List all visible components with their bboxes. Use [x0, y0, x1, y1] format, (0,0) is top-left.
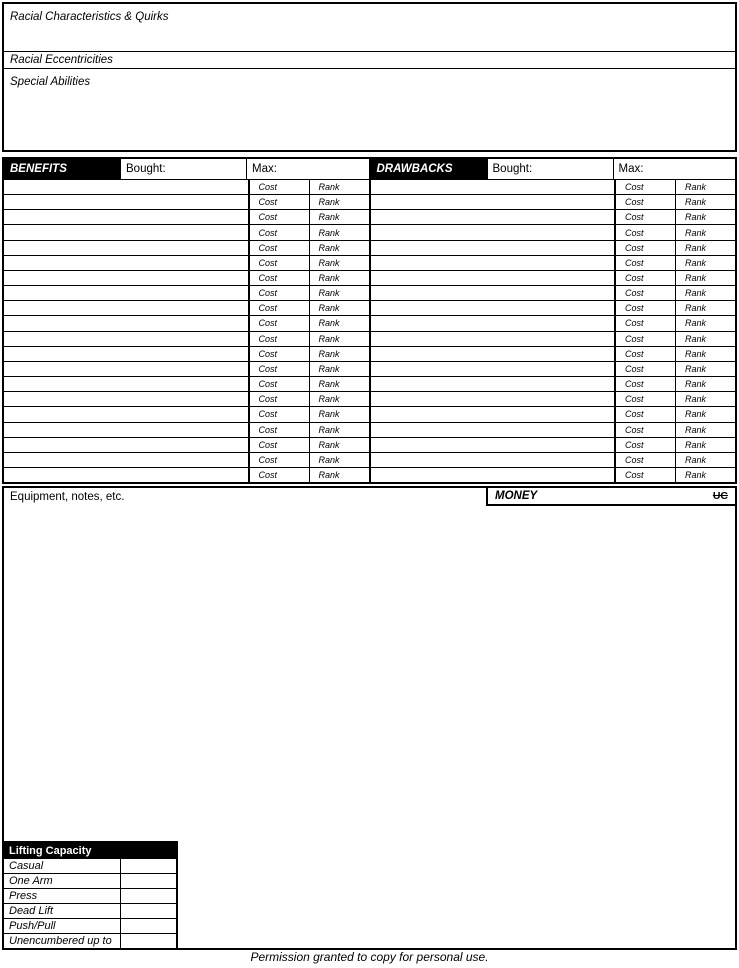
- benefit-row: [4, 467, 369, 482]
- drawback-row: [371, 376, 736, 391]
- cost-label: Cost: [258, 348, 278, 359]
- rank-label: Rank: [318, 242, 340, 253]
- drawback-row: [371, 452, 736, 467]
- lifting-row-value-field[interactable]: [120, 934, 176, 948]
- benefit-row: [4, 391, 369, 406]
- benefit-cost-field[interactable]: [248, 256, 309, 270]
- drawbacks-column: [369, 159, 736, 482]
- lifting-row-value-field[interactable]: [120, 904, 176, 918]
- cost-label: Cost: [625, 439, 644, 450]
- benefit-row: [4, 437, 369, 452]
- lifting-capacity-row: [4, 888, 176, 903]
- benefit-cost-field[interactable]: [248, 347, 309, 361]
- drawback-cost-field[interactable]: [614, 468, 675, 482]
- racial-characteristics-label: Racial Characteristics & Quirks: [10, 11, 169, 23]
- drawback-row: [371, 331, 736, 346]
- benefit-row: [4, 224, 369, 239]
- benefit-cost-field[interactable]: [248, 453, 309, 467]
- drawback-cost-field[interactable]: [614, 377, 675, 391]
- drawback-cost-field[interactable]: [614, 286, 675, 300]
- lifting-capacity-row: [4, 873, 176, 888]
- drawback-cost-field[interactable]: [614, 423, 675, 437]
- rank-label: Rank: [318, 454, 340, 465]
- cost-label: Cost: [625, 257, 644, 268]
- rank-label: Rank: [685, 394, 707, 405]
- cost-label: Cost: [258, 303, 278, 314]
- benefit-name-field[interactable]: [4, 256, 248, 270]
- drawback-name-field[interactable]: [371, 438, 615, 452]
- benefit-row: [4, 315, 369, 330]
- cost-label: Cost: [625, 273, 644, 284]
- cost-label: Cost: [625, 454, 644, 465]
- benefit-cost-field[interactable]: [248, 392, 309, 406]
- rank-label: Rank: [318, 424, 340, 435]
- drawback-row: [371, 270, 736, 285]
- special-abilities-field[interactable]: [4, 69, 735, 150]
- drawback-name-field[interactable]: [371, 316, 615, 330]
- drawback-name-field[interactable]: [371, 301, 615, 315]
- rank-label: Rank: [685, 439, 707, 450]
- drawback-rank-field[interactable]: [675, 347, 735, 361]
- benefits-max-cell: [247, 159, 369, 179]
- benefit-rank-field[interactable]: [309, 180, 369, 194]
- drawback-row: [371, 437, 736, 452]
- racial-section: [2, 2, 737, 152]
- drawback-cost-field[interactable]: [614, 271, 675, 285]
- drawback-name-field[interactable]: [371, 407, 615, 421]
- cost-label: Cost: [625, 242, 644, 253]
- cost-label: Cost: [258, 424, 278, 435]
- benefits-bought-label: Bought:: [126, 163, 166, 175]
- benefit-name-field[interactable]: [4, 407, 248, 421]
- benefit-cost-field[interactable]: [248, 241, 309, 255]
- drawback-rank-field[interactable]: [675, 377, 735, 391]
- rank-label: Rank: [318, 227, 340, 238]
- racial-eccentricities-field[interactable]: [4, 52, 735, 69]
- benefit-cost-field[interactable]: [248, 210, 309, 224]
- lifting-row-label: Casual: [9, 860, 44, 872]
- drawback-name-field[interactable]: [371, 256, 615, 270]
- drawback-cost-field[interactable]: [614, 241, 675, 255]
- benefit-name-field[interactable]: [4, 438, 248, 452]
- rank-label: Rank: [318, 212, 340, 223]
- benefit-rank-field[interactable]: [309, 195, 369, 209]
- lifting-capacity-row: [4, 859, 176, 873]
- racial-characteristics-field[interactable]: [4, 4, 735, 52]
- drawbacks-max-label: Max:: [618, 163, 644, 175]
- cost-label: Cost: [258, 318, 278, 329]
- lifting-row-value-field[interactable]: [120, 874, 176, 888]
- benefit-rank-field[interactable]: [309, 286, 369, 300]
- drawbacks-rows: [371, 179, 736, 482]
- drawback-rank-field[interactable]: [675, 195, 735, 209]
- rank-label: Rank: [318, 470, 340, 481]
- cost-label: Cost: [625, 424, 644, 435]
- rank-label: Rank: [318, 197, 340, 208]
- benefit-rank-field[interactable]: [309, 301, 369, 315]
- drawback-name-field[interactable]: [371, 241, 615, 255]
- benefit-name-field[interactable]: [4, 468, 248, 482]
- drawback-rank-field[interactable]: [675, 241, 735, 255]
- benefit-rank-field[interactable]: [309, 256, 369, 270]
- benefit-row: [4, 346, 369, 361]
- drawback-cost-field[interactable]: [614, 256, 675, 270]
- benefit-cost-field[interactable]: [248, 362, 309, 376]
- benefit-name-field[interactable]: [4, 347, 248, 361]
- drawbacks-title: DRAWBACKS: [371, 159, 488, 179]
- drawback-cost-field[interactable]: [614, 316, 675, 330]
- cost-label: Cost: [258, 394, 278, 405]
- cost-label: Cost: [258, 257, 278, 268]
- drawback-cost-field[interactable]: [614, 438, 675, 452]
- rank-label: Rank: [685, 454, 707, 465]
- drawback-row: [371, 255, 736, 270]
- money-title: MONEY: [495, 490, 538, 502]
- rank-label: Rank: [685, 227, 707, 238]
- drawback-row: [371, 361, 736, 376]
- drawback-row: [371, 209, 736, 224]
- benefit-rank-field[interactable]: [309, 210, 369, 224]
- cost-label: Cost: [258, 288, 278, 299]
- drawback-cost-field[interactable]: [614, 407, 675, 421]
- drawback-rank-field[interactable]: [675, 423, 735, 437]
- benefit-cost-field[interactable]: [248, 271, 309, 285]
- benefit-cost-field[interactable]: [248, 423, 309, 437]
- drawback-row: [371, 406, 736, 421]
- lifting-row-label: Push/Pull: [9, 920, 56, 932]
- benefit-rank-field[interactable]: [309, 225, 369, 239]
- benefit-row: [4, 406, 369, 421]
- drawback-cost-field[interactable]: [614, 210, 675, 224]
- drawback-name-field[interactable]: [371, 347, 615, 361]
- cost-label: Cost: [625, 333, 644, 344]
- drawback-rank-field[interactable]: [675, 286, 735, 300]
- drawbacks-bought-cell: [488, 159, 614, 179]
- benefit-row: [4, 285, 369, 300]
- benefit-name-field[interactable]: [4, 225, 248, 239]
- benefit-name-field[interactable]: [4, 301, 248, 315]
- lifting-row-label: Press: [9, 890, 38, 902]
- rank-label: Rank: [685, 379, 707, 390]
- benefit-cost-field[interactable]: [248, 468, 309, 482]
- rank-label: Rank: [318, 257, 340, 268]
- benefit-row: [4, 179, 369, 194]
- benefit-name-field[interactable]: [4, 392, 248, 406]
- benefit-cost-field[interactable]: [248, 286, 309, 300]
- drawback-cost-field[interactable]: [614, 392, 675, 406]
- benefit-cost-field[interactable]: [248, 407, 309, 421]
- rank-label: Rank: [685, 348, 707, 359]
- drawback-row: [371, 467, 736, 482]
- drawback-cost-field[interactable]: [614, 347, 675, 361]
- cost-label: Cost: [625, 470, 644, 481]
- benefit-cost-field[interactable]: [248, 180, 309, 194]
- drawback-rank-field[interactable]: [675, 438, 735, 452]
- drawback-row: [371, 422, 736, 437]
- drawback-rank-field[interactable]: [675, 392, 735, 406]
- drawback-name-field[interactable]: [371, 468, 615, 482]
- drawback-row: [371, 179, 736, 194]
- benefits-max-field[interactable]: [277, 159, 369, 179]
- drawback-name-field[interactable]: [371, 210, 615, 224]
- drawback-row: [371, 346, 736, 361]
- rank-label: Rank: [318, 288, 340, 299]
- cost-label: Cost: [258, 439, 278, 450]
- benefits-max-label: Max:: [252, 163, 277, 175]
- cost-label: Cost: [258, 227, 278, 238]
- benefit-rank-field[interactable]: [309, 392, 369, 406]
- rank-label: Rank: [685, 303, 707, 314]
- equipment-section: [2, 486, 737, 950]
- drawbacks-bought-field[interactable]: [532, 159, 612, 179]
- drawback-cost-field[interactable]: [614, 453, 675, 467]
- benefit-row: [4, 240, 369, 255]
- lifting-row-value-field[interactable]: [120, 919, 176, 933]
- benefit-name-field[interactable]: [4, 241, 248, 255]
- lifting-row-label: One Arm: [9, 875, 53, 887]
- rank-label: Rank: [318, 379, 340, 390]
- drawbacks-max-cell: [614, 159, 736, 179]
- cost-label: Cost: [258, 197, 278, 208]
- rank-label: Rank: [318, 318, 340, 329]
- benefit-cost-field[interactable]: [248, 301, 309, 315]
- cost-label: Cost: [625, 197, 644, 208]
- drawback-rank-field[interactable]: [675, 468, 735, 482]
- rank-label: Rank: [318, 182, 340, 193]
- drawback-name-field[interactable]: [371, 225, 615, 239]
- benefit-name-field[interactable]: [4, 453, 248, 467]
- benefit-rank-field[interactable]: [309, 423, 369, 437]
- cost-label: Cost: [258, 212, 278, 223]
- benefit-name-field[interactable]: [4, 362, 248, 376]
- benefit-rank-field[interactable]: [309, 468, 369, 482]
- drawback-name-field[interactable]: [371, 195, 615, 209]
- benefit-rank-field[interactable]: [309, 316, 369, 330]
- benefit-row: [4, 270, 369, 285]
- rank-label: Rank: [318, 394, 340, 405]
- benefit-name-field[interactable]: [4, 286, 248, 300]
- benefit-rank-field[interactable]: [309, 407, 369, 421]
- lifting-capacity-row: [4, 903, 176, 918]
- benefit-row: [4, 300, 369, 315]
- lifting-row-value-field[interactable]: [120, 889, 176, 903]
- drawback-cost-field[interactable]: [614, 225, 675, 239]
- cost-label: Cost: [625, 182, 644, 193]
- benefit-row: [4, 361, 369, 376]
- drawback-rank-field[interactable]: [675, 271, 735, 285]
- cost-label: Cost: [625, 227, 644, 238]
- benefit-cost-field[interactable]: [248, 377, 309, 391]
- cost-label: Cost: [625, 379, 644, 390]
- cost-label: Cost: [258, 273, 278, 284]
- drawback-name-field[interactable]: [371, 392, 615, 406]
- benefits-title: BENEFITS: [4, 159, 121, 179]
- cost-label: Cost: [625, 363, 644, 374]
- drawback-rank-field[interactable]: [675, 180, 735, 194]
- benefit-row: [4, 376, 369, 391]
- benefit-name-field[interactable]: [4, 377, 248, 391]
- drawback-row: [371, 315, 736, 330]
- drawback-name-field[interactable]: [371, 332, 615, 346]
- benefit-cost-field[interactable]: [248, 225, 309, 239]
- lifting-capacity-title: Lifting Capacity: [4, 843, 176, 859]
- drawback-row: [371, 240, 736, 255]
- rank-label: Rank: [685, 409, 707, 420]
- rank-label: Rank: [318, 333, 340, 344]
- drawback-name-field[interactable]: [371, 377, 615, 391]
- benefit-rank-field[interactable]: [309, 453, 369, 467]
- rank-label: Rank: [318, 439, 340, 450]
- drawback-cost-field[interactable]: [614, 301, 675, 315]
- drawback-rank-field[interactable]: [675, 453, 735, 467]
- drawbacks-header-row: [371, 159, 736, 179]
- rank-label: Rank: [685, 288, 707, 299]
- drawback-rank-field[interactable]: [675, 301, 735, 315]
- benefit-row: [4, 255, 369, 270]
- benefits-rows: [4, 179, 369, 482]
- rank-label: Rank: [318, 273, 340, 284]
- benefit-name-field[interactable]: [4, 316, 248, 330]
- benefit-name-field[interactable]: [4, 423, 248, 437]
- benefits-column: [4, 159, 369, 482]
- benefit-name-field[interactable]: [4, 332, 248, 346]
- benefits-header-row: [4, 159, 369, 179]
- benefit-rank-field[interactable]: [309, 241, 369, 255]
- benefit-rank-field[interactable]: [309, 438, 369, 452]
- drawback-row: [371, 391, 736, 406]
- rank-label: Rank: [685, 197, 707, 208]
- drawback-row: [371, 300, 736, 315]
- drawback-rank-field[interactable]: [675, 256, 735, 270]
- benefit-rank-field[interactable]: [309, 362, 369, 376]
- drawback-name-field[interactable]: [371, 453, 615, 467]
- benefit-name-field[interactable]: [4, 180, 248, 194]
- benefit-cost-field[interactable]: [248, 316, 309, 330]
- benefits-bought-field[interactable]: [166, 159, 246, 179]
- lifting-row-label: Dead Lift: [9, 905, 54, 917]
- rank-label: Rank: [318, 348, 340, 359]
- benefit-row: [4, 452, 369, 467]
- cost-label: Cost: [258, 379, 278, 390]
- drawback-row: [371, 194, 736, 209]
- rank-label: Rank: [685, 318, 707, 329]
- equipment-notes-field[interactable]: [4, 510, 735, 838]
- rank-label: Rank: [685, 470, 707, 481]
- drawback-name-field[interactable]: [371, 271, 615, 285]
- rank-label: Rank: [685, 273, 707, 284]
- rank-label: Rank: [685, 242, 707, 253]
- cost-label: Cost: [625, 212, 644, 223]
- rank-label: Rank: [685, 363, 707, 374]
- benefit-row: [4, 209, 369, 224]
- drawback-rank-field[interactable]: [675, 210, 735, 224]
- benefit-cost-field[interactable]: [248, 332, 309, 346]
- cost-label: Cost: [625, 348, 644, 359]
- benefit-rank-field[interactable]: [309, 377, 369, 391]
- benefit-rank-field[interactable]: [309, 271, 369, 285]
- benefits-drawbacks-table: [2, 157, 737, 484]
- lifting-capacity-rows: [4, 859, 176, 948]
- drawback-cost-field[interactable]: [614, 180, 675, 194]
- drawback-rank-field[interactable]: [675, 362, 735, 376]
- rank-label: Rank: [685, 424, 707, 435]
- cost-label: Cost: [258, 242, 278, 253]
- permission-footer: Permission granted to copy for personal use.: [250, 950, 489, 964]
- cost-label: Cost: [258, 470, 278, 481]
- cost-label: Cost: [625, 318, 644, 329]
- cost-label: Cost: [258, 454, 278, 465]
- rank-label: Rank: [685, 182, 707, 193]
- cost-label: Cost: [625, 409, 644, 420]
- drawback-name-field[interactable]: [371, 362, 615, 376]
- benefit-cost-field[interactable]: [248, 195, 309, 209]
- drawback-cost-field[interactable]: [614, 195, 675, 209]
- lifting-row-label: Unencumbered up to: [9, 935, 112, 947]
- lifting-capacity-row: [4, 933, 176, 948]
- cost-label: Cost: [258, 363, 278, 374]
- racial-eccentricities-label: Racial Eccentricities: [10, 54, 113, 66]
- drawback-rank-field[interactable]: [675, 225, 735, 239]
- cost-label: Cost: [258, 333, 278, 344]
- cost-label: Cost: [258, 409, 278, 420]
- currency-symbol: UC: [712, 490, 728, 502]
- drawback-row: [371, 224, 736, 239]
- lifting-capacity-row: [4, 918, 176, 933]
- lifting-row-value-field[interactable]: [120, 859, 176, 873]
- drawback-cost-field[interactable]: [614, 362, 675, 376]
- rank-label: Rank: [685, 333, 707, 344]
- benefit-name-field[interactable]: [4, 271, 248, 285]
- special-abilities-label: Special Abilities: [10, 76, 91, 88]
- benefit-name-field[interactable]: [4, 210, 248, 224]
- cost-label: Cost: [625, 303, 644, 314]
- cost-label: Cost: [258, 182, 278, 193]
- money-field[interactable]: [537, 488, 713, 504]
- drawback-row: [371, 285, 736, 300]
- benefits-bought-cell: [121, 159, 247, 179]
- benefit-rank-field[interactable]: [309, 332, 369, 346]
- rank-label: Rank: [318, 409, 340, 420]
- drawback-name-field[interactable]: [371, 180, 615, 194]
- rank-label: Rank: [318, 363, 340, 374]
- equipment-label: Equipment, notes, etc.: [10, 491, 125, 503]
- rank-label: Rank: [685, 212, 707, 223]
- drawbacks-max-field[interactable]: [643, 159, 735, 179]
- drawback-name-field[interactable]: [371, 423, 615, 437]
- drawback-name-field[interactable]: [371, 286, 615, 300]
- drawback-cost-field[interactable]: [614, 332, 675, 346]
- rank-label: Rank: [685, 257, 707, 268]
- benefit-name-field[interactable]: [4, 195, 248, 209]
- drawbacks-bought-label: Bought:: [492, 163, 533, 175]
- drawback-rank-field[interactable]: [675, 407, 735, 421]
- cost-label: Cost: [625, 288, 644, 299]
- cost-label: Cost: [625, 394, 644, 405]
- rank-label: Rank: [318, 303, 340, 314]
- drawback-rank-field[interactable]: [675, 316, 735, 330]
- benefit-rank-field[interactable]: [309, 347, 369, 361]
- benefit-row: [4, 331, 369, 346]
- benefit-row: [4, 422, 369, 437]
- drawback-rank-field[interactable]: [675, 332, 735, 346]
- money-box: [486, 488, 735, 506]
- benefit-row: [4, 194, 369, 209]
- lifting-capacity-table: [4, 841, 178, 948]
- benefit-cost-field[interactable]: [248, 438, 309, 452]
